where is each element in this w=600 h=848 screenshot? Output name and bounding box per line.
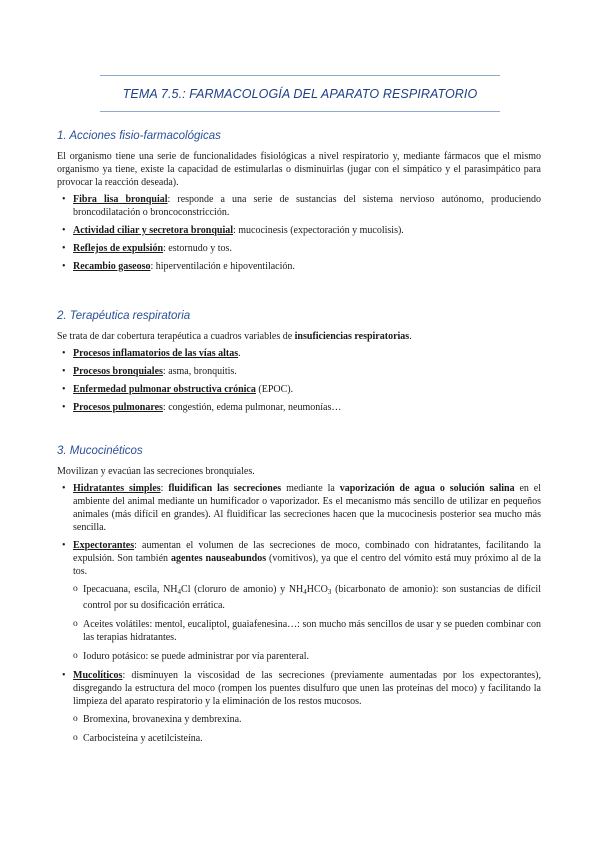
item-text: : aumentan el volumen de las secreciones de moco, combinado con hidratantes, facilitando la expulsión. Son también — [73, 540, 541, 564]
item-term: Recambio gaseoso — [73, 261, 151, 272]
item-term: Mucolíticos — [73, 670, 123, 681]
expectorantes-sublist — [73, 583, 541, 663]
item-text: : responde a una serie de sustancias del sistema nervioso autónomo, produciendo broncodilatación o broncoconstricción. — [73, 194, 541, 218]
item-term: Fibra lisa bronquial — [73, 194, 168, 205]
section-2 — [57, 310, 541, 419]
section-1-list — [57, 193, 541, 273]
sub-text: Cl (cloruro de amonio) y NH — [181, 584, 304, 595]
section-3-list — [57, 482, 541, 745]
item-text: : asma, bronquitis. — [162, 366, 237, 377]
sublist-item: o Bromexina, brovanexina y dembrexina. — [73, 713, 541, 726]
sublist-item — [73, 583, 541, 612]
item-text: mediante la — [281, 483, 340, 494]
page-title: TEMA 7.5.: FARMACOLOGÍA DEL APARATO RESPIRATORIO — [122, 87, 478, 101]
item-text: (EPOC). — [255, 384, 294, 395]
section-2-intro — [57, 330, 541, 343]
item-term: Expectorantes — [73, 540, 135, 551]
section-3 — [57, 445, 541, 751]
item-term: Actividad ciliar y secretora bronquial — [73, 225, 233, 236]
list-item — [57, 193, 541, 219]
item-bold: agentes nauseabundos — [170, 553, 267, 564]
item-term: Enfermedad pulmonar obstructiva crónica — [73, 384, 256, 395]
item-text: : hiperventilación e hipoventilación. — [150, 261, 295, 272]
list-item-hidratantes — [57, 482, 541, 534]
item-term: Hidratantes simples — [73, 483, 161, 494]
sublist-item: o Carbocisteína y acetilcisteína. — [73, 732, 541, 745]
list-item-expectorantes — [57, 539, 541, 663]
list-item — [57, 365, 541, 378]
subscript: 4 — [177, 588, 182, 596]
subscript: 3 — [327, 588, 332, 596]
section-3-intro: Movilizan y evacúan las secreciones bronquiales. — [57, 466, 255, 477]
section-1 — [57, 130, 541, 278]
item-term: Procesos pulmonares — [73, 402, 163, 413]
intro-end: . — [409, 331, 412, 342]
section-1-heading: 1. Acciones fisio-farmacológicas — [57, 130, 221, 142]
list-item — [57, 347, 541, 360]
intro-bold: insuficiencias respiratorias — [294, 331, 410, 342]
title-rule-top — [100, 75, 500, 76]
item-text: . — [238, 348, 241, 359]
list-item-mucoliticos — [57, 669, 541, 745]
list-item — [57, 260, 541, 273]
item-text: (vomitivos), ya que el centro del vómito está muy próximo al de la tos. — [73, 553, 541, 577]
item-text: en el ambiente del animal mediante un humificador o vaporizador. Es el mecanismo más sencillo de utilizar en pequeños animales (más difícil en grandes). Al fluidificar las secreciones hacen que la mucocinesis posterior sea mucho más sencilla. — [73, 483, 542, 533]
sublist-item: o Ioduro potásico: se puede administrar por vía parenteral. — [73, 650, 541, 663]
list-item — [57, 383, 541, 396]
section-2-heading: 2. Terapéutica respiratoria — [57, 310, 191, 322]
item-bold: vaporización de agua o solución salina — [339, 483, 515, 494]
item-term: Procesos bronquiales — [73, 366, 163, 377]
section-1-intro: El organismo tiene una serie de funcionalidades fisiológicas a nivel respiratorio y, mediante fármacos que el mismo organismo ya tiene, existe la capacidad de estimularlas o disminuirlas (jugar con el simpático y el parasimpático para provocar la reacción deseada). — [57, 151, 541, 188]
sub-text: Ipecacuana, escila, NH — [83, 584, 178, 595]
section-3-heading: 3. Mucocinéticos — [57, 445, 143, 457]
item-term: Procesos inflamatorios de las vías altas — [73, 348, 239, 359]
item-text: : congestión, edema pulmonar, neumonías… — [162, 402, 342, 413]
subscript: 4 — [303, 588, 307, 596]
list-item — [57, 224, 541, 237]
item-bold: fluidifican las secreciones — [168, 483, 282, 494]
sub-text: HCO — [306, 584, 328, 595]
mucoliticos-sublist — [73, 713, 541, 745]
title-rule-bottom — [100, 111, 500, 112]
item-text: : disminuyen la viscosidad de las secreciones (previamente aumentadas por los expectorantes), disgregando la estructura del moco (rompen los puentes disulfuro que unen las proteínas del moco) y facilitando la limpieza del aparato respiratorio y la eliminación de los restos mucosos. — [73, 670, 541, 707]
section-2-list — [57, 347, 541, 414]
item-sep: : — [160, 483, 169, 494]
list-item — [57, 242, 541, 255]
list-item — [57, 401, 541, 414]
sub-text: (bicarbonato de amonio): son sustancias de difícil control por su dosificación errática. — [83, 584, 541, 611]
item-text: : mucocinesis (expectoración y mucolisis). — [233, 225, 404, 236]
item-term: Reflejos de expulsión — [73, 243, 163, 254]
intro-text: Se trata de dar cobertura terapéutica a cuadros variables de — [57, 331, 295, 342]
sublist-item: o Aceites volátiles: mentol, eucaliptol, guaiafenesina…: son mucho más sencillos de usar y se pueden combinar con las terapias hidratantes. — [73, 618, 541, 644]
item-text: : estornudo y tos. — [163, 243, 232, 254]
